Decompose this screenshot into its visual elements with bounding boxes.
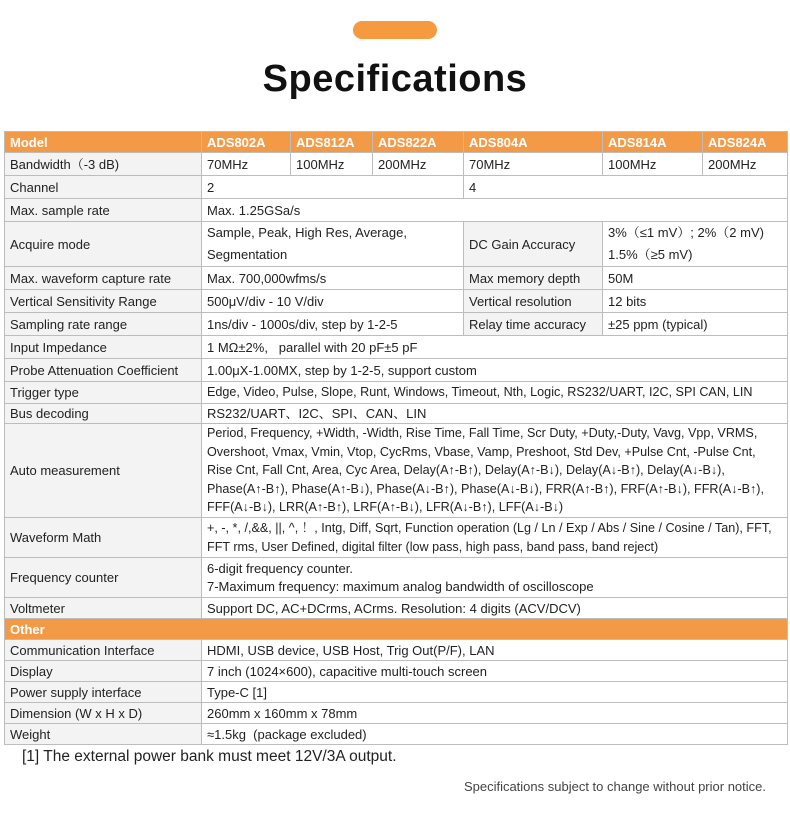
cell-value: 100MHz [291, 153, 373, 176]
row-label: DC Gain Accuracy [464, 222, 603, 267]
cell-value: 4 [464, 176, 788, 199]
table-row [5, 724, 788, 745]
header-model-name: ADS814A [603, 132, 703, 153]
header-model-name: ADS804A [464, 132, 603, 153]
table-row [5, 176, 788, 199]
table-row [5, 222, 788, 267]
row-label: Vertical Sensitivity Range [5, 290, 202, 313]
row-label: Bus decoding [5, 404, 202, 424]
cell-value [202, 558, 788, 598]
cell-value: Sample, Peak, High Res, Average, Segmentation [202, 222, 464, 267]
cell-value: Support DC, AC+DCrms, ACrms. Resolution: 4 digits (ACV/DCV) [202, 598, 788, 619]
disclaimer-notice: Specifications subject to change without prior notice. [463, 779, 766, 794]
table-row [5, 267, 788, 290]
row-label: Max. sample rate [5, 199, 202, 222]
table-row [5, 382, 788, 404]
cell-value: Type-C [1] [202, 682, 788, 703]
row-label: Channel [5, 176, 202, 199]
table-row [5, 640, 788, 661]
cell-value: 70MHz [202, 153, 291, 176]
cell-value: 260mm x 160mm x 78mm [202, 703, 788, 724]
row-label: Max memory depth [464, 267, 603, 290]
row-label: Communication Interface [5, 640, 202, 661]
table-row [5, 424, 788, 518]
row-label: Power supply interface [5, 682, 202, 703]
header-model-name: ADS802A [202, 132, 291, 153]
row-label: Dimension (W x H x D) [5, 703, 202, 724]
table-row [5, 682, 788, 703]
header-model: Model [5, 132, 202, 153]
section-header-other: Other [5, 619, 788, 640]
table-row [5, 313, 788, 336]
cell-value: 7 inch (1024×600), capacitive multi-touch screen [202, 661, 788, 682]
row-label: Display [5, 661, 202, 682]
table-row [5, 518, 788, 558]
row-label: Relay time accuracy [464, 313, 603, 336]
row-label: Acquire mode [5, 222, 202, 267]
cell-value: Max. 1.25GSa/s [202, 199, 788, 222]
row-label: Trigger type [5, 382, 202, 404]
cell-value: 1.00μX-1.00MX, step by 1-2-5, support custom [202, 359, 788, 382]
table-row [5, 404, 788, 424]
section-header-row [5, 619, 788, 640]
spec-table [4, 131, 788, 745]
cell-value [603, 222, 788, 267]
cell-value: 1ns/div - 1000s/div, step by 1-2-5 [202, 313, 464, 336]
cell-value: 500μV/div - 10 V/div [202, 290, 464, 313]
cell-value: Period, Frequency, +Width, -Width, Rise Time, Fall Time, Scr Duty, +Duty,-Duty, Vavg, Vpp, VRMS, Overshoot, Vmax, Vmin, Vtop, CycRms, Vbase, Vamp, Preshoot, Std Dev, +Pulse Cnt, -Pulse Cnt, Rise Cnt, Fall Cnt, Area, Cyc Area, Delay(A↑-B↑), Delay(A↑-B↓), Delay(A↓-B↑), Delay(A↓-B↓), Phase(A↑-B↑), Phase(A↑-B↓), Phase(A↓-B↑), Phase(A↓-B↓), FRR(A↑-B↑), FRF(A↑-B↓), FFR(A↓-B↑), FFF(A↓-B↓), LRR(A↑-B↑), LRF(A↑-B↓), LFR(A↓-B↑), LFF(A↓-B↓) [202, 424, 788, 518]
row-label: Max. waveform capture rate [5, 267, 202, 290]
cell-line: 6-digit frequency counter. [207, 560, 353, 576]
table-row [5, 153, 788, 176]
row-label: Probe Attenuation Coefficient [5, 359, 202, 382]
row-label: Sampling rate range [5, 313, 202, 336]
cell-value: 50M [603, 267, 788, 290]
table-row [5, 661, 788, 682]
table-row [5, 703, 788, 724]
cell-line: 1.5%（≥5 mV) [608, 247, 693, 262]
table-row [5, 558, 788, 598]
row-label: Frequency counter [5, 558, 202, 598]
cell-value: 70MHz [464, 153, 603, 176]
table-row [5, 336, 788, 359]
cell-value: ≈1.5kg (package excluded) [202, 724, 788, 745]
table-header-row [5, 132, 788, 153]
cell-line: 3%（≤1 mV）; 2%（2 mV) [608, 225, 764, 240]
row-label: Waveform Math [5, 518, 202, 558]
cell-value: RS232/UART、I2C、SPI、CAN、LIN [202, 404, 788, 424]
cell-value: 200MHz [703, 153, 788, 176]
cell-value: 2 [202, 176, 464, 199]
decorative-pill [353, 21, 437, 39]
cell-value: 12 bits [603, 290, 788, 313]
cell-value: HDMI, USB device, USB Host, Trig Out(P/F), LAN [202, 640, 788, 661]
footnote: [1] The external power bank must meet 12V/3A output. [22, 748, 397, 765]
row-label: Vertical resolution [464, 290, 603, 313]
header-model-name: ADS812A [291, 132, 373, 153]
row-label: Bandwidth（-3 dB) [5, 153, 202, 176]
cell-value: +, -, *, /,&&, ||, ^, ！, Intg, Diff, Sqrt, Function operation (Lg / Ln / Exp / Abs / Sine / Cosine / Tan), FFT, FFT rms, User Defined, digital filter (low pass, high pass, band pass, band reject) [202, 518, 788, 558]
row-label: Weight [5, 724, 202, 745]
page-title: Specifications [262, 58, 528, 100]
table-row [5, 598, 788, 619]
cell-value: 1 MΩ±2%, parallel with 20 pF±5 pF [202, 336, 788, 359]
cell-value: ±25 ppm (typical) [603, 313, 788, 336]
cell-value: Max. 700,000wfms/s [202, 267, 464, 290]
table-row [5, 359, 788, 382]
cell-value: 200MHz [373, 153, 464, 176]
header-model-name: ADS822A [373, 132, 464, 153]
row-label: Input Impedance [5, 336, 202, 359]
cell-value: Edge, Video, Pulse, Slope, Runt, Windows, Timeout, Nth, Logic, RS232/UART, I2C, SPI CAN, LIN [202, 382, 788, 404]
cell-line: 7-Maximum frequency: maximum analog bandwidth of oscilloscope [207, 578, 594, 594]
table-row [5, 290, 788, 313]
row-label: Voltmeter [5, 598, 202, 619]
cell-value: 100MHz [603, 153, 703, 176]
row-label: Auto measurement [5, 424, 202, 518]
table-row [5, 199, 788, 222]
header-model-name: ADS824A [703, 132, 788, 153]
